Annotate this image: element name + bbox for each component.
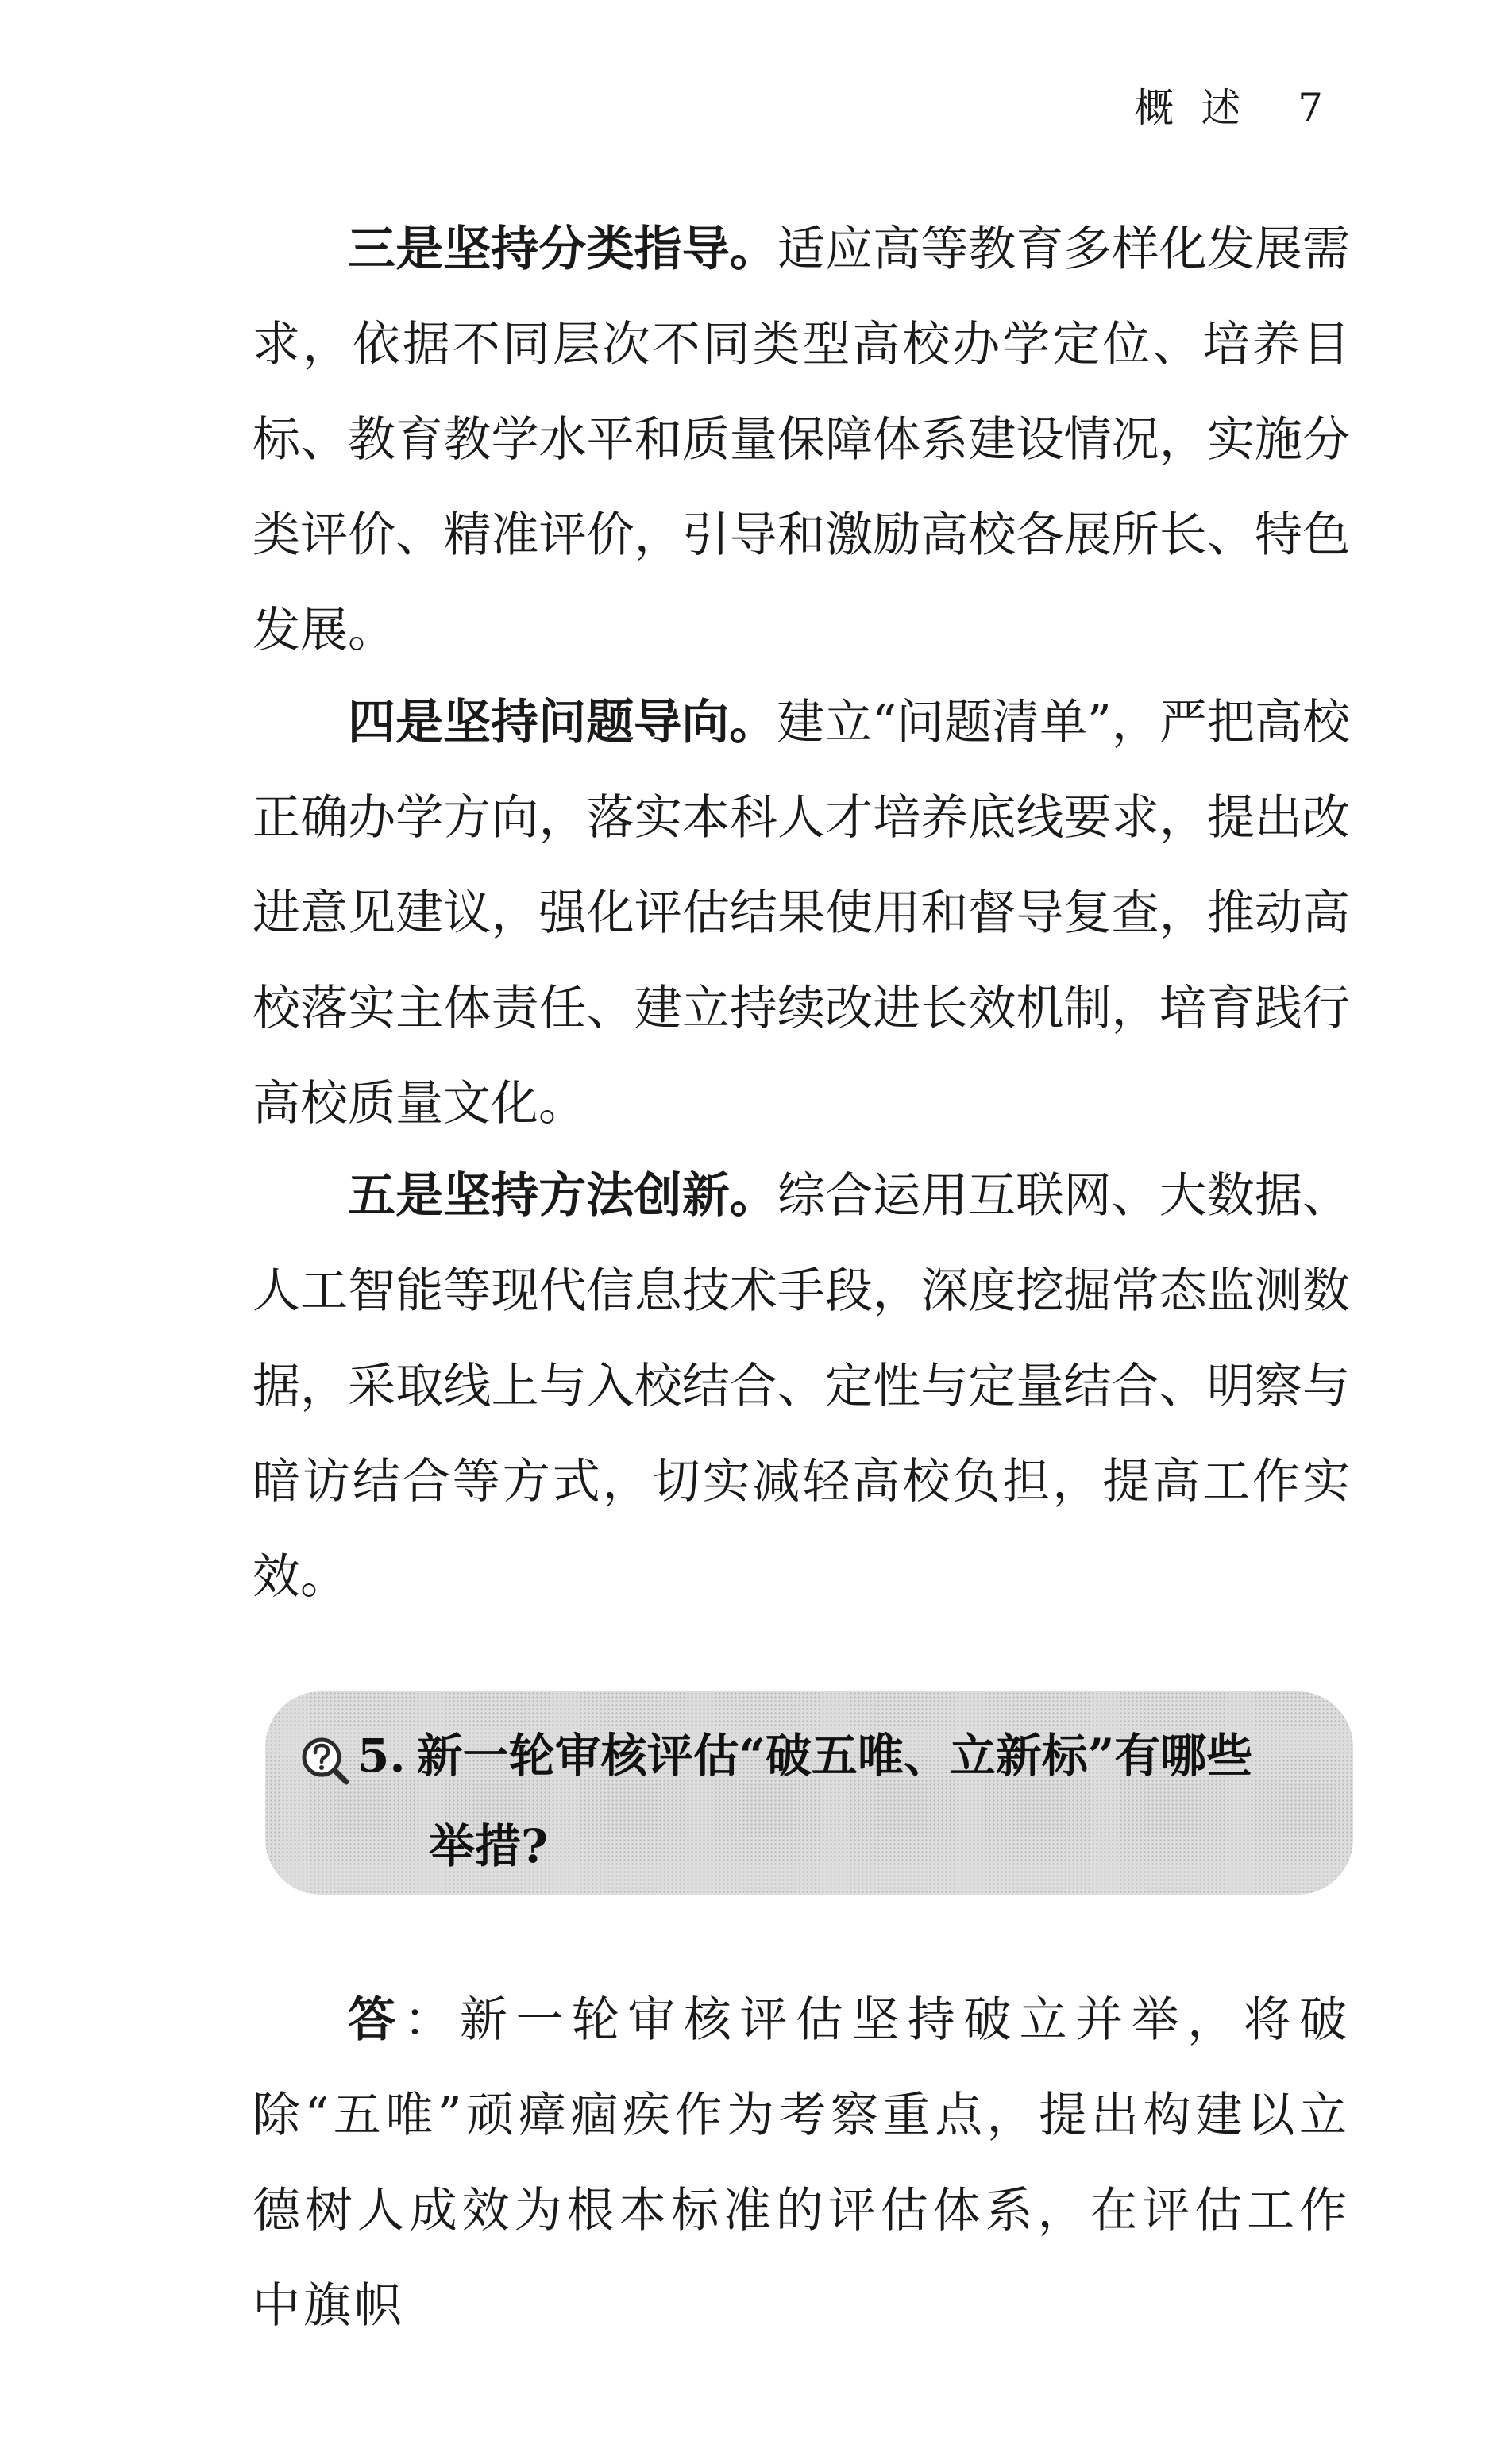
paragraph-method-innovation — [253, 1148, 1350, 1625]
running-header — [1134, 76, 1323, 133]
question-number: 5. — [357, 1729, 406, 1783]
question-line-1: 新一轮审核评估“破五唯、立新标”有哪些 — [416, 1729, 1253, 1783]
section-title-char-2: 述 — [1201, 85, 1241, 131]
paragraph-lead: 三是坚持分类指导。 — [348, 222, 777, 277]
paragraph-body: 适应高等教育多样化发展需求，依据不同层次不同类型高校办学定位、培养目标、教育教学水平和质量保障体系建设情况，实施分类评价、精准评价，引导和激励高校各展所长、特色发展。 — [253, 222, 1351, 658]
section-title-char-1: 概 — [1134, 85, 1174, 131]
answer-body: 新一轮审核评估坚持破立并举，将破除“五唯”顽瘴痼疾作为考察重点，提出构建以立德树人成效为根本标准的评估体系，在评估工作中旗帜 — [253, 1992, 1351, 2334]
question-text — [357, 1710, 1318, 1891]
question-heading-box — [265, 1691, 1353, 1895]
answer-label: 答 — [348, 1992, 404, 2048]
paragraph-body: 建立“问题清单”，严把高校正确办学方向，落实本科人才培养底线要求，提出改进意见建议，强化评估结果使用和督导复查，推动高校落实主体责任、建立持续改进长效机制，培育践行高校质量文化。 — [253, 695, 1350, 1132]
page-number: 7 — [1298, 85, 1323, 131]
paragraph-problem-oriented — [253, 675, 1350, 1151]
paragraph-lead: 四是坚持问题导向。 — [348, 695, 777, 750]
answer-paragraph — [253, 1972, 1350, 2354]
paragraph-lead: 五是坚持方法创新。 — [348, 1168, 777, 1224]
question-line-2: 举措? — [429, 1819, 548, 1873]
paragraph-body: 综合运用互联网、大数据、人工智能等现代信息技术手段，深度挖掘常态监测数据，采取线上与入校结合、定性与定量结合、明察与暗访结合等方式，切实减轻高校负担，提高工作实效。 — [253, 1168, 1351, 1605]
question-magnifier-icon — [300, 1736, 349, 1785]
answer-separator: ： — [403, 1992, 460, 2048]
paragraph-classified-guidance — [253, 202, 1350, 678]
